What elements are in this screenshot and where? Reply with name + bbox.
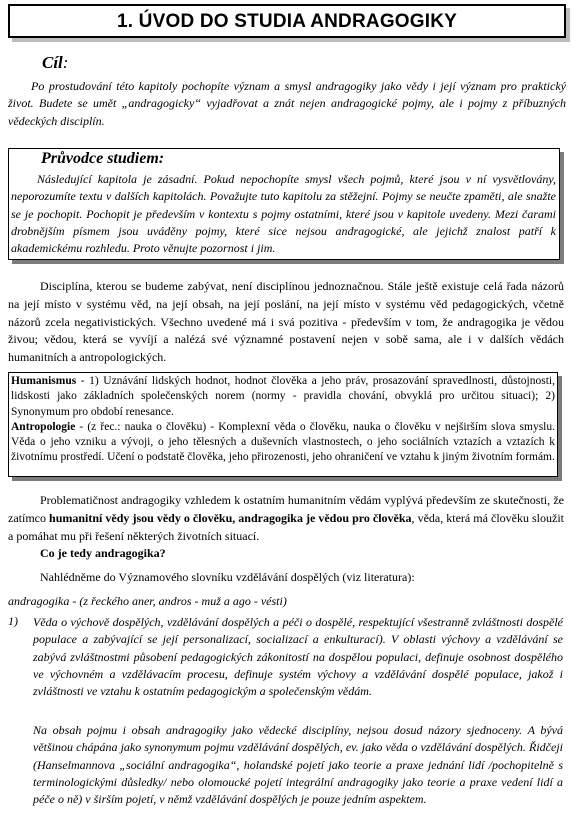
chapter-title-box [8, 4, 566, 38]
list-item-text-1: Věda o výchově dospělých, vzdělávání dospělých a péči o dospělé, respektující všestranně zvláštnosti dospělé populace a zabývající se její personalizací, socializací a enkulturací). V oblasti výchovy a vzdělávání se zabývá zvláštnostmi působení pedagogických zákonitostí na dospělou populaci, definuje osobnost dospělého ve výchovném a vzdělávacím procesu, definuje systém výchovy a vzdělávání dospělé populace, jakož i zvláštnosti ve vztahu k ostatním pedagogickým a společenským vědám. [33, 615, 563, 699]
paragraph-discipline: Disciplína, kterou se budeme zabývat, není disciplínou jednoznačnou. Stále ještě existuje celá řada názorů na její místo v systému věd, na její obsah, na její poslání, na její místo v systému věd pedagogických, včetně názorů zcela negativistických. Všechno uvedené má i svá pozitiva - především v tom, že andragogika je vědou živou; vědou, která se vyvíjí a nalézá své významné postavení nejen v sobě sama, ale i v dalších vědách humanitních a antropologických. [8, 279, 564, 365]
question-heading: Co je tedy andragogika? [40, 546, 166, 560]
guide-text: Následující kapitola je zásadní. Pokud nepochopíte smysl všech pojmů, které jsou v ní vysvětlovány, neporozumíte textu v dalších kapitolách. Považujte tuto kapitolu za stěžejní. Pojmy se neučte zpaměti, ale snažte se je pochopit. Pochopit je především v kontextu s pojmy ostatními, které jsou v kapitole uvedeny. Mezi čarami drobnějším písmem jsou uváděny pojmy, které sice nejsou andragogické, ale jejichž znalost patří k akademickému rozhledu. Proto věnujte pozornost i jim. [11, 172, 556, 256]
definition-antropologie: Antropologie - (z řec.: nauka o člověku) - Komplexní věda o člověku, nauka o člověku v nejširším slova smyslu. Věda o jeho vzniku a vývoji, o jeho tělesných a duševních vlastnostech, o jeho sociálních vztazích a vztazích k životnímu prostředí. Učení o podstatě člověka, jeho přirozenosti, jeho ohraničení ve vztahu k jiným životním formám. [11, 420, 555, 464]
paragraph-dictionary: Nahlédněme do Významového slovníku vzdělávání dospělých (viz literatura): [40, 570, 415, 584]
chapter-title: 1. ÚVOD DO STUDIA ANDRAGOGIKY [116, 11, 458, 32]
list-item-text-2: Na obsah pojmu i obsah andragogiky jako vědecké disciplíny, nejsou dosud názory sjednoceny. A bývá většinou chápána jako synonymum pojmu vzdělávání dospělých, ev. jako věda o vzdělávání dospělých. Řidčeji (Hanselmannova „sociální andragogika“, holandské pojetí jako teorie a praxe jednání lidí /pochopitelně s terminologickými důsledky/ nebo olomoucké pojetí integrální andragogiky jako teorie a praxe vedení lidí a péče o ně) v širším pojetí, v němž vzdělávání dospělých je pouze jedním aspektem. [33, 723, 563, 807]
guide-heading: Průvodce studiem: [41, 150, 165, 167]
definition-humanismus: Humanismus - 1) Uznávání lidských hodnot, hodnot člověka a jeho práv, prosazování spravedlnosti, důstojnosti, lidskosti jako základních společenských norem (normy - pravidla chování, obvyklá pro určitou situaci); 2) Synonymum pro období renesance. [11, 375, 555, 418]
list-item-number: 1) [8, 614, 18, 628]
andragogika-definition: andragogika - (z řeckého aner, andros - muž a ago - vésti) [8, 594, 287, 608]
cil-heading: Cíl: [42, 53, 69, 72]
cil-text: Po prostudování této kapitoly pochopíte význam a smysl andragogiky jako vědy i její význam pro praktický život. Budete se umět „andragogicky“ vyjadřovat a znát nejen andragogické pojmy, ale i pojmy z příbuzných vědeckých disciplín. [8, 79, 566, 128]
paragraph-problematicnost: Problematičnost andragogiky vzhledem k ostatním humanitním vědám vyplývá především ze skutečnosti, že zatímco humanitní vědy jsou vědy o člověku, andragogika je vědou pro člověka, věda, která má člověku sloužit a pomáhat mu při řešení některých životních situací. [8, 493, 565, 543]
definitions-text [11, 374, 555, 466]
